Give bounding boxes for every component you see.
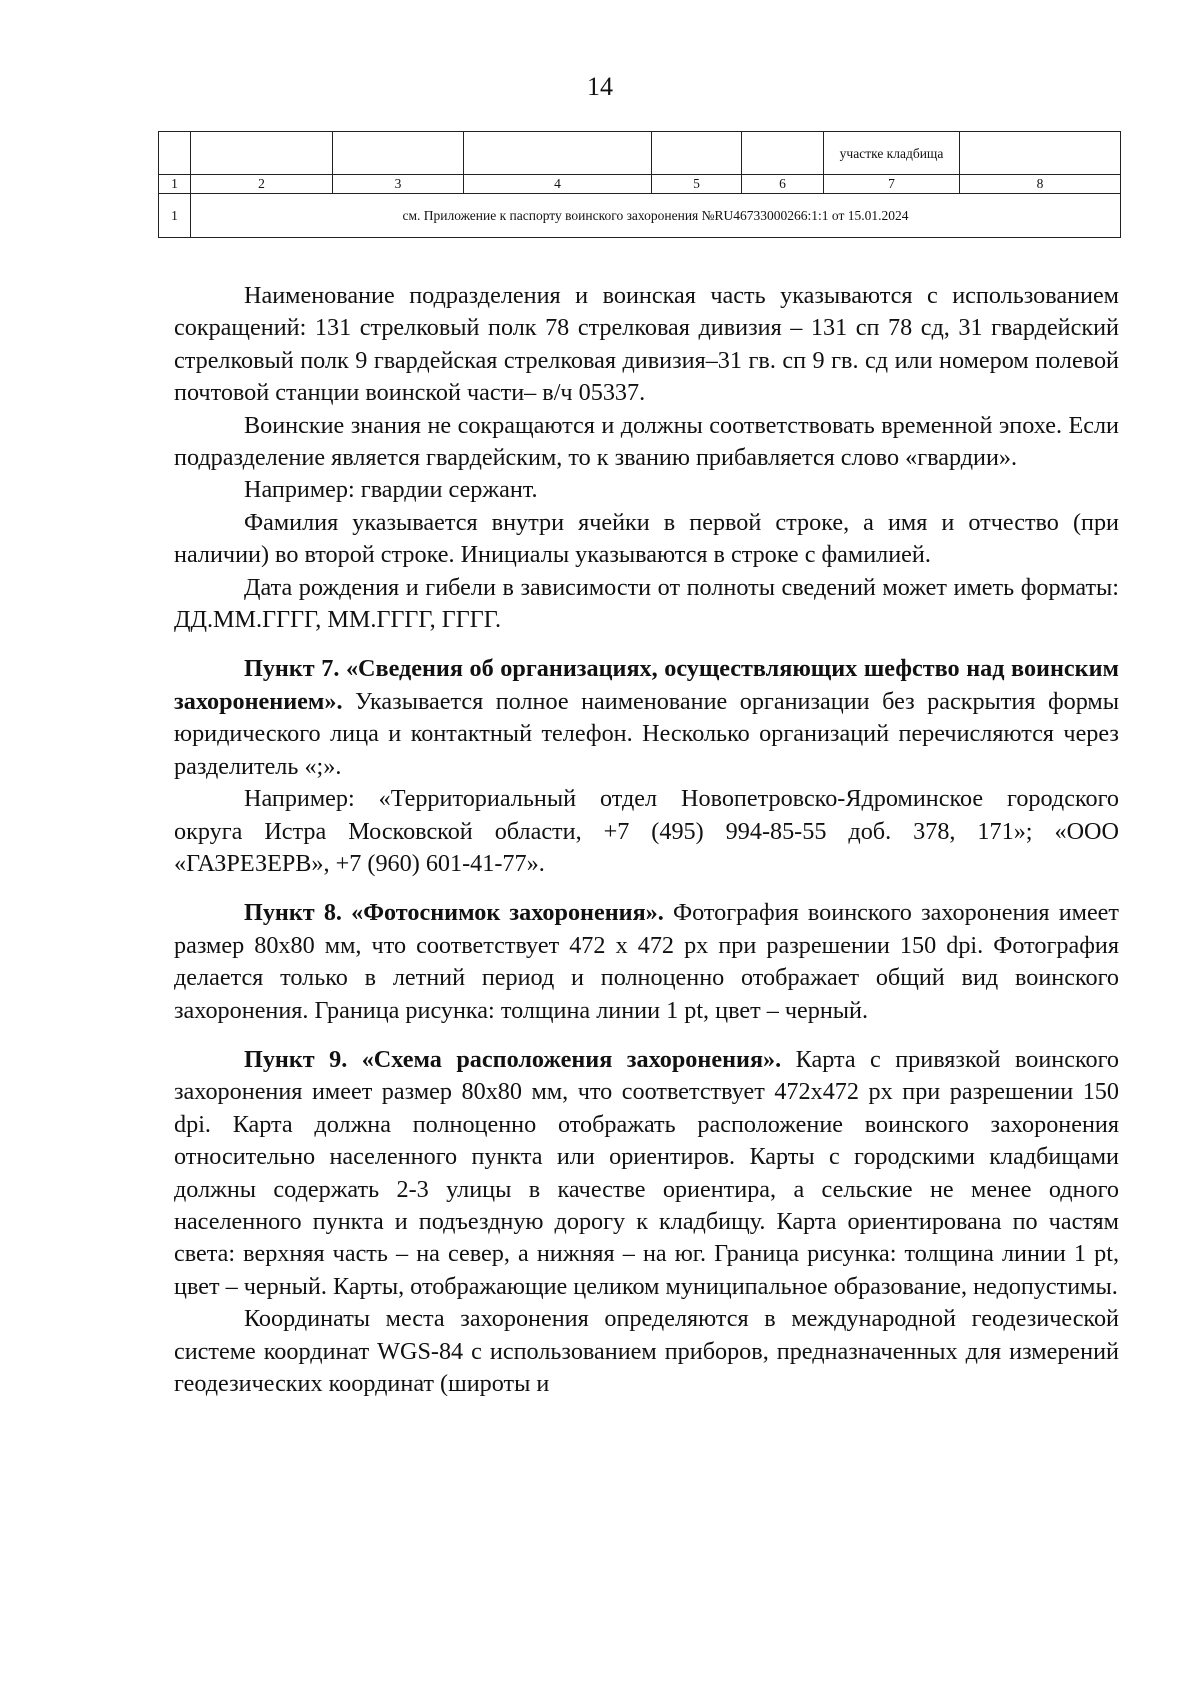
table-header-cell (652, 132, 742, 175)
column-number: 3 (333, 175, 464, 194)
table-header-cell (464, 132, 652, 175)
table-row (159, 194, 1121, 238)
item-7-heading: Пункт 7. «Сведения об организациях, осуществляющих шефство над воинским захоронением». (174, 655, 1119, 715)
paragraph-item-8 (174, 897, 1119, 1027)
page-number: 14 (587, 72, 613, 101)
item-8-text: Фотография воинского захоронения имеет размер 80х80 мм, что соответствует 472 х 472 px при разрешении 150 dpi. Фотография делается только в летний период и полноценно отображает общий вид воинского захоронения. Граница рисунка: толщина линии 1 pt, цвет – черный. (174, 899, 1119, 1024)
paragraph-military-ranks: Воинские знания не сокращаются и должны соответствовать временной эпохе. Если подразделение является гвардейским, то к званию прибавляется слово «гвардии». (174, 411, 1119, 472)
table-header-cell (159, 132, 191, 175)
paragraph-coordinates: Координаты места захоронения определяются в международной геодезической системе координат WGS-84 с использованием приборов, предназначенных для измерений геодезических координат (широты и (174, 1305, 1119, 1397)
item-9-text: Карта с привязкой воинского захоронения имеет размер 80х80 мм, что соответствует 472х472 px при разрешении 150 dpi. Карта должна полноценно отображать расположение воинского захоронения относительно населенного пункта или ориентиров. Карты с городскими кладбищами должны содержать 2-3 улицы в качестве ориентира, а сельские не менее одного населенного пункта и подъездную дорогу к кладбищу. Карта ориентирована по частям света: верхняя часть – на север, а нижняя – на юг. Граница рисунка: толщина линии 1 pt, цвет – черный. Карты, отображающие целиком муниципальное образование, недопустимы. (174, 1045, 1119, 1300)
column-number: 1 (159, 175, 191, 194)
paragraph-item-7-example: Например: «Территориальный отдел Новопетровско-Ядроминское городского округа Истра Московской области, +7 (495) 994-85-55 доб. 378, 171»; «ООО «ГАЗРЕЗЕРВ», +7 (960) 601-41-77». (174, 785, 1119, 877)
row-number: 1 (159, 194, 191, 238)
burial-table (158, 131, 1121, 238)
column-number: 2 (191, 175, 333, 194)
column-number: 4 (464, 175, 652, 194)
item-8-heading: Пункт 8. «Фотоснимок захоронения». (244, 899, 664, 927)
paragraph-date-format: Дата рождения и гибели в зависимости от полноты сведений может иметь форматы: ДД.ММ.ГГГГ, ММ.ГГГГ, ГГГГ. (174, 573, 1119, 634)
item-9-heading: Пункт 9. «Схема расположения захоронения». (244, 1045, 782, 1073)
table-header-cell (960, 132, 1121, 175)
paragraph-rank-example: Например: гвардии сержант. (244, 476, 538, 504)
paragraph-item-9 (174, 1044, 1119, 1303)
table-header-row (159, 132, 1121, 175)
paragraph-item-7 (174, 653, 1119, 783)
table-header-cell (333, 132, 464, 175)
column-number: 7 (824, 175, 960, 194)
row-reference-text: см. Приложение к паспорту воинского захоронения №RU46733000266:1:1 от 15.01.2024 (191, 194, 1121, 238)
table-header-cell (191, 132, 333, 175)
column-number: 5 (652, 175, 742, 194)
table-header-cell-cemetery: участке кладбища (824, 132, 960, 175)
paragraph-surname-format: Фамилия указывается внутри ячейки в первой строке, а имя и отчество (при наличии) во второй строке. Инициалы указываются в строке с фамилией. (174, 508, 1119, 569)
table-column-number-row (159, 175, 1121, 194)
paragraph-unit-abbreviations: Наименование подразделения и воинская часть указываются с использованием сокращений: 131 стрелковый полк 78 стрелковая дивизия – 131 сп 78 сд, 31 гвардейский стрелковый полк 9 гвардейская стрелковая дивизия–31 гв. сп 9 гв. сд или номером полевой почтовой станции воинской части– в/ч 05337. (174, 282, 1119, 407)
item-7-text: Указывается полное наименование организации без раскрытия формы юридического лица и контактный телефон. Несколько организаций перечисляются через разделитель «;». (174, 687, 1119, 780)
document-body (174, 280, 1119, 1400)
column-number: 6 (742, 175, 824, 194)
table-header-cell (742, 132, 824, 175)
column-number: 8 (960, 175, 1121, 194)
